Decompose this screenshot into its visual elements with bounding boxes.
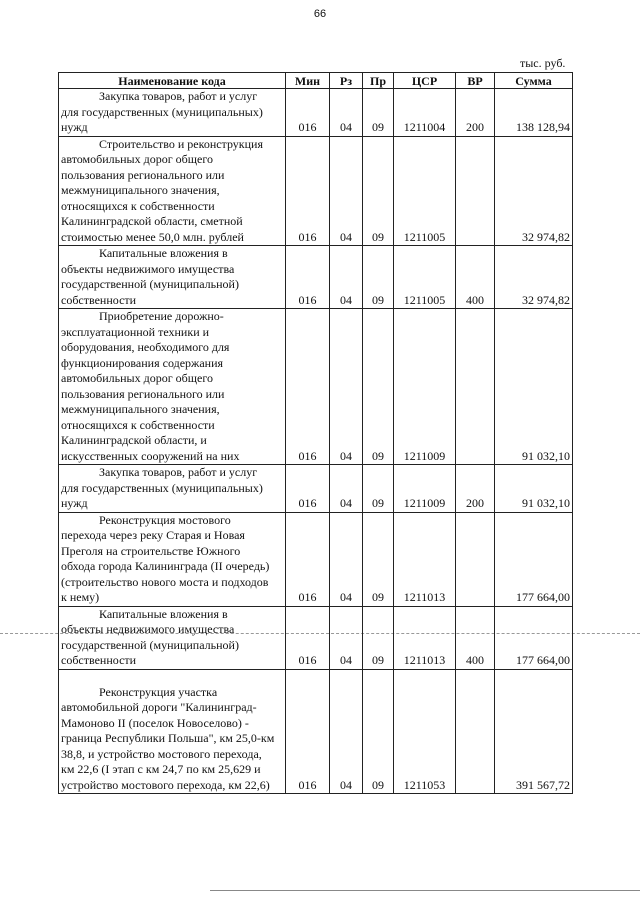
row-rz-cell: 04 xyxy=(330,512,363,606)
row-min-cell: 016 xyxy=(286,606,330,669)
row-name-line: к нему) xyxy=(61,590,100,604)
row-csr-cell: 1211013 xyxy=(394,512,456,606)
row-name-cell xyxy=(59,465,286,513)
row-name-line: Калининградской области, и xyxy=(61,433,207,447)
row-name-cell xyxy=(59,606,286,669)
row-pr-cell: 09 xyxy=(363,309,394,465)
page-number: 66 xyxy=(313,8,327,20)
row-name-line: государственной (муниципальной) xyxy=(61,277,239,291)
row-csr-cell: 1211005 xyxy=(394,246,456,309)
row-min-cell: 016 xyxy=(286,136,330,246)
row-name-line: Капитальные вложения в xyxy=(99,246,228,260)
row-name-line: Преголя на строительстве Южного xyxy=(61,543,241,558)
header-name: Наименование кода xyxy=(59,73,286,89)
header-sum: Сумма xyxy=(495,73,573,89)
row-rz-cell: 04 xyxy=(330,89,363,137)
row-name-line: автомобильных дорог общего xyxy=(61,152,213,166)
table-row xyxy=(59,309,573,465)
row-name-line: Строительство и реконструкция xyxy=(99,136,263,151)
row-csr-cell: 1211013 xyxy=(394,606,456,669)
row-name-line: для государственных (муниципальных) xyxy=(61,480,263,495)
row-csr-cell: 1211009 xyxy=(394,465,456,513)
row-name-cell xyxy=(59,136,286,246)
row-pr-cell: 09 xyxy=(363,246,394,309)
table-row xyxy=(59,465,573,513)
row-name-line: автомобильной дороги "Калининград- xyxy=(61,700,257,714)
row-name-line: Приобретение дорожно- xyxy=(99,309,224,323)
row-name-line: Капитальные вложения в xyxy=(99,606,228,621)
row-name-line: пользования регионального или xyxy=(61,386,225,401)
row-name-line: относящихся к собственности xyxy=(61,198,215,213)
row-vr-cell: 400 xyxy=(456,606,495,669)
row-vr-cell xyxy=(456,669,495,794)
row-sum-cell: 32 974,82 xyxy=(495,246,573,309)
row-sum-cell: 91 032,10 xyxy=(495,465,573,513)
row-pr-cell: 09 xyxy=(363,606,394,669)
row-name-cell xyxy=(59,669,286,794)
row-rz-cell: 04 xyxy=(330,309,363,465)
row-rz-cell: 04 xyxy=(330,246,363,309)
row-csr-cell: 1211004 xyxy=(394,89,456,137)
scan-artifact-line xyxy=(210,890,640,891)
row-name-line: относящихся к собственности xyxy=(61,417,215,432)
row-name-line: граница Республики Польша", км 25,0-км xyxy=(61,731,275,745)
row-name-line: перехода через реку Старая и Новая xyxy=(61,528,245,542)
table-row xyxy=(59,669,573,794)
row-name-line: нужд xyxy=(61,496,88,510)
row-name-line: пользования регионального или xyxy=(61,167,225,182)
row-name-line: межмуниципального значения, xyxy=(61,183,220,197)
row-sum-cell: 177 664,00 xyxy=(495,512,573,606)
row-min-cell: 016 xyxy=(286,669,330,794)
row-name-line: Реконструкция мостового xyxy=(99,512,231,527)
table-row xyxy=(59,606,573,669)
row-vr-cell xyxy=(456,512,495,606)
row-name-line: Закупка товаров, работ и услуг xyxy=(99,465,258,479)
table-header-row xyxy=(59,73,573,89)
row-rz-cell: 04 xyxy=(330,136,363,246)
row-name-line: устройство мостового перехода, км 22,6) xyxy=(61,777,270,792)
row-name-line: (строительство нового моста и подходов xyxy=(61,574,269,589)
row-vr-cell: 400 xyxy=(456,246,495,309)
row-sum-cell: 32 974,82 xyxy=(495,136,573,246)
header-min: Мин xyxy=(286,73,330,89)
row-pr-cell: 09 xyxy=(363,669,394,794)
row-name-line: государственной (муниципальной) xyxy=(61,637,239,652)
row-name-line: Калининградской области, сметной xyxy=(61,214,243,228)
row-csr-cell: 1211005 xyxy=(394,136,456,246)
row-name-line: оборудования, необходимого для xyxy=(61,340,230,354)
table-row xyxy=(59,136,573,246)
row-name-line: автомобильных дорог общего xyxy=(61,371,213,385)
row-name-line: искусственных сооружений на них xyxy=(61,448,240,463)
row-name-cell xyxy=(59,89,286,137)
row-vr-cell: 200 xyxy=(456,465,495,513)
row-sum-cell: 91 032,10 xyxy=(495,309,573,465)
row-name-cell xyxy=(59,246,286,309)
row-sum-cell: 138 128,94 xyxy=(495,89,573,137)
table-row xyxy=(59,89,573,137)
row-sum-cell: 177 664,00 xyxy=(495,606,573,669)
row-min-cell: 016 xyxy=(286,89,330,137)
row-name-line: объекты недвижимого имущества xyxy=(61,261,235,276)
row-name-line: км 22,6 (I этап с км 24,7 по км 25,629 и xyxy=(61,762,261,776)
row-name-line: межмуниципального значения, xyxy=(61,402,220,416)
table-row xyxy=(59,512,573,606)
row-name-line: эксплуатационной техники и xyxy=(61,324,210,339)
row-rz-cell: 04 xyxy=(330,465,363,513)
row-rz-cell: 04 xyxy=(330,669,363,794)
row-vr-cell: 200 xyxy=(456,89,495,137)
budget-table xyxy=(58,72,573,794)
row-name-line: Закупка товаров, работ и услуг xyxy=(99,89,258,103)
row-name-line: объекты недвижимого имущества xyxy=(61,622,235,636)
row-min-cell: 016 xyxy=(286,465,330,513)
row-min-cell: 016 xyxy=(286,246,330,309)
row-name-line: собственности xyxy=(61,292,137,307)
row-pr-cell: 09 xyxy=(363,136,394,246)
row-sum-cell: 391 567,72 xyxy=(495,669,573,794)
header-vr: ВР xyxy=(456,73,495,89)
row-pr-cell: 09 xyxy=(363,89,394,137)
row-csr-cell: 1211053 xyxy=(394,669,456,794)
row-min-cell: 016 xyxy=(286,309,330,465)
row-name-line: обхода города Калининграда (II очередь) xyxy=(61,559,270,573)
header-csr: ЦСР xyxy=(394,73,456,89)
row-pr-cell: 09 xyxy=(363,512,394,606)
row-name-line: для государственных (муниципальных) xyxy=(61,104,263,119)
row-name-line: нужд xyxy=(61,120,88,134)
row-name-line: функционирования содержания xyxy=(61,355,224,370)
header-rz: Рз xyxy=(330,73,363,89)
row-vr-cell xyxy=(456,136,495,246)
row-name-line: стоимостью менее 50,0 млн. рублей xyxy=(61,229,244,244)
row-pr-cell: 09 xyxy=(363,465,394,513)
row-name-line: Мамоново II (поселок Новоселово) - xyxy=(61,715,249,730)
row-name-line: собственности xyxy=(61,653,137,667)
row-name-cell xyxy=(59,512,286,606)
table-row xyxy=(59,246,573,309)
row-name-line: Реконструкция участка xyxy=(99,684,218,699)
row-rz-cell: 04 xyxy=(330,606,363,669)
units-label: тыс. руб. xyxy=(520,56,566,70)
row-name-cell xyxy=(59,309,286,465)
row-csr-cell: 1211009 xyxy=(394,309,456,465)
row-spacer xyxy=(61,670,283,685)
row-vr-cell xyxy=(456,309,495,465)
row-min-cell: 016 xyxy=(286,512,330,606)
header-pr: Пр xyxy=(363,73,394,89)
row-name-line: 38,8, и устройство мостового перехода, xyxy=(61,746,262,761)
